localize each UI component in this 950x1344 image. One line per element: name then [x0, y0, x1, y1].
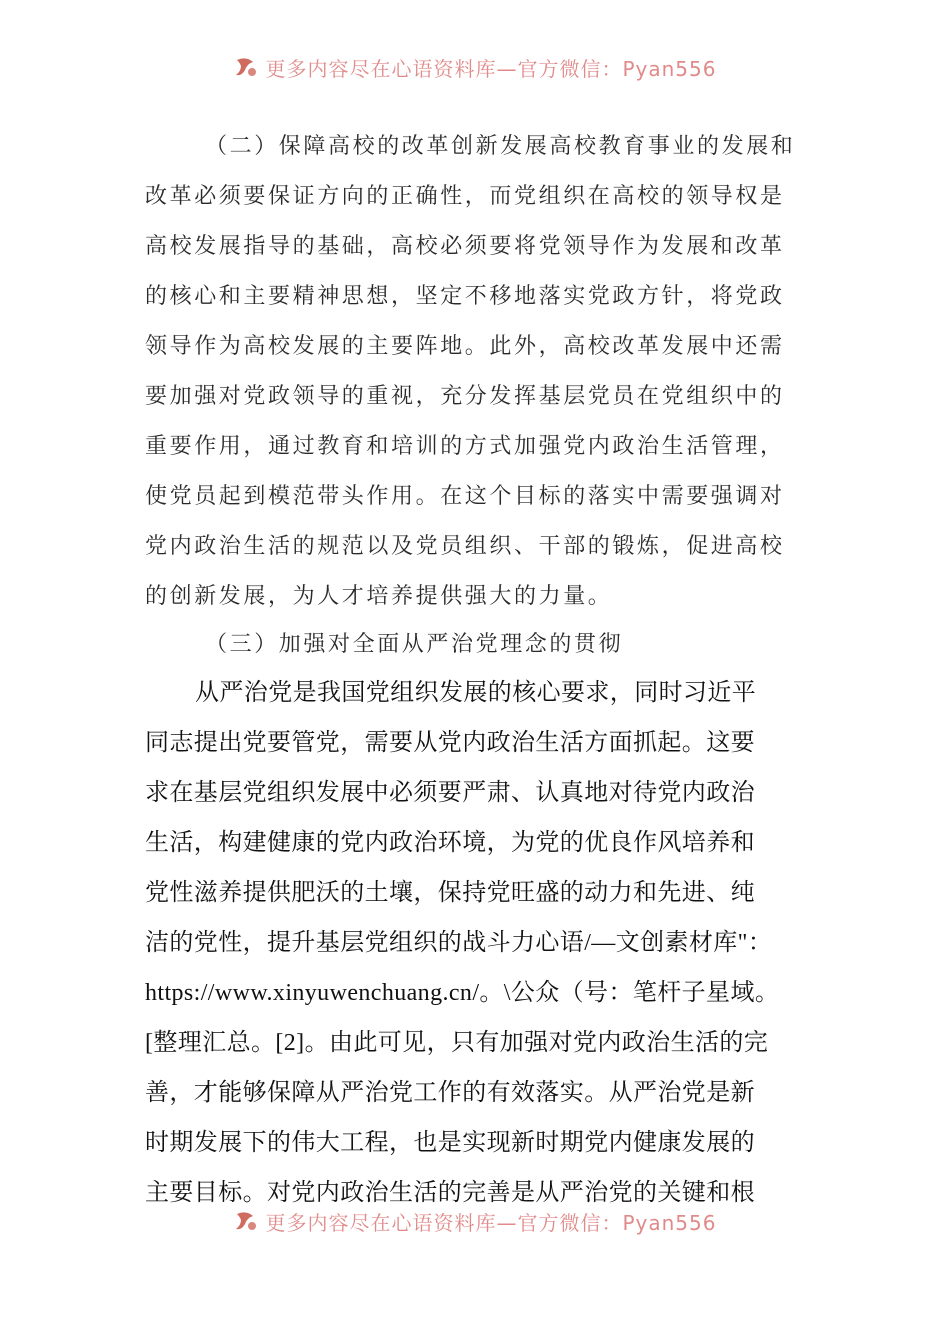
text-line: 改革必须要保证方向的正确性，而党组织在高校的领导权是 — [145, 184, 785, 209]
footer-watermark — [0, 1204, 950, 1238]
text-line: 党性滋养提供肥沃的土壤，保持党旺盛的动力和先进、纯 — [145, 880, 755, 906]
watermark-logo-icon — [233, 56, 259, 78]
section-3-paragraph — [145, 668, 810, 1218]
text-line: 高校发展指导的基础，高校必须要将党领导作为发展和改革 — [145, 234, 785, 259]
text-line: 从严治党是我国党组织发展的核心要求，同时习近平 — [195, 680, 757, 706]
text-line: 时期发展下的伟大工程，也是实现新时期党内健康发展的 — [145, 1130, 755, 1156]
watermark-text: 更多内容尽在心语资料库—官方微信：Pyan556 — [265, 56, 717, 81]
text-line: 党内政治生活的规范以及党员组织、干部的锻炼，促进高校 — [145, 534, 785, 559]
section-3-heading: （三）加强对全面从严治党理念的贯彻 — [205, 632, 624, 657]
text-line: 善，才能够保障从严治党工作的有效落实。从严治党是新 — [145, 1080, 755, 1106]
text-line: 主要目标。对党内政治生活的完善是从严治党的关键和根 — [145, 1180, 755, 1206]
text-line: 洁的党性，提升基层党组织的战斗力心语/—文创素材库"： — [145, 930, 773, 956]
header-watermark — [0, 50, 950, 84]
text-line: 同志提出党要管党，需要从党内政治生活方面抓起。这要 — [145, 730, 755, 756]
text-line: 的创新发展，为人才培养提供强大的力量。 — [145, 584, 613, 609]
text-line: [整理汇总。[2]。由此可见，只有加强对党内政治生活的完 — [145, 1030, 769, 1056]
watermark-text: 更多内容尽在心语资料库—官方微信：Pyan556 — [265, 1210, 717, 1235]
text-line: 领导作为高校发展的主要阵地。此外，高校改革发展中还需 — [145, 334, 785, 359]
text-line: 生活，构建健康的党内政治环境，为党的优良作风培养和 — [145, 830, 755, 856]
text-line: https://www.xinyuwenchuang.cn/。\公众（号：笔杆子星域。 — [145, 980, 780, 1006]
text-line: 重要作用，通过教育和培训的方式加强党内政治生活管理， — [145, 434, 785, 459]
section-2-paragraph — [145, 122, 810, 622]
watermark-logo-icon — [233, 1210, 259, 1232]
text-line: （二）保障高校的改革创新发展高校教育事业的发展和 — [205, 134, 796, 159]
text-line: 的核心和主要精神思想，坚定不移地落实党政方针，将党政 — [145, 284, 785, 309]
text-line: 求在基层党组织发展中必须要严肃、认真地对待党内政治 — [145, 780, 755, 806]
text-line: 使党员起到模范带头作用。在这个目标的落实中需要强调对 — [145, 484, 785, 509]
text-line: 要加强对党政领导的重视，充分发挥基层党员在党组织中的 — [145, 384, 785, 409]
